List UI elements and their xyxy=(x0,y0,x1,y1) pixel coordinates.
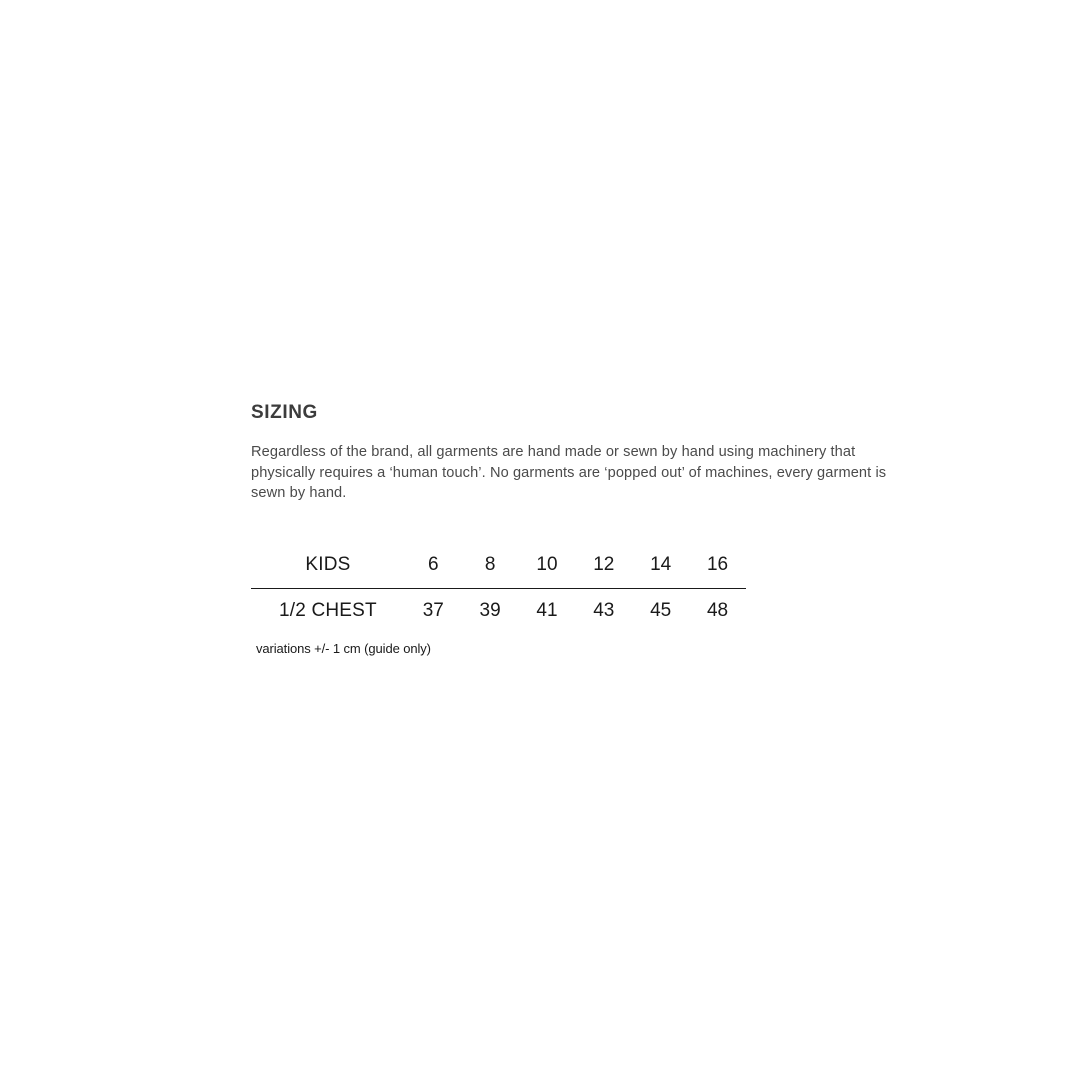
size-chart-table xyxy=(251,549,746,628)
sizing-description: Regardless of the brand, all garments are hand made or sewn by hand using machinery that physically requires a ‘human touch’. No garments are ‘popped out’ of machines, every garment is sewn by hand. xyxy=(251,444,887,501)
table-row xyxy=(251,588,746,628)
size-chart-note: variations +/- 1 cm (guide only) xyxy=(256,640,431,656)
sizing-section xyxy=(251,402,951,656)
table-header-label: KIDS xyxy=(251,549,405,589)
size-chart xyxy=(251,549,746,656)
table-cell: 48 xyxy=(706,600,729,621)
table-cell: 43 xyxy=(593,600,615,621)
table-header-cell: 8 xyxy=(462,549,519,589)
table-cell: 45 xyxy=(650,600,672,621)
table-header-cell: 10 xyxy=(519,549,576,589)
table-header-cell: 12 xyxy=(575,549,632,589)
table-cell: 41 xyxy=(536,600,558,621)
table-cell: 37 xyxy=(422,600,444,621)
page-title: SIZING xyxy=(251,402,318,423)
table-header-cell: 6 xyxy=(405,549,462,589)
table-cell: 39 xyxy=(479,600,501,621)
table-header-cell: 14 xyxy=(632,549,689,589)
table-header-row xyxy=(251,549,746,589)
table-row-label: 1/2 CHEST xyxy=(278,600,377,621)
table-header-cell: 16 xyxy=(689,549,746,589)
